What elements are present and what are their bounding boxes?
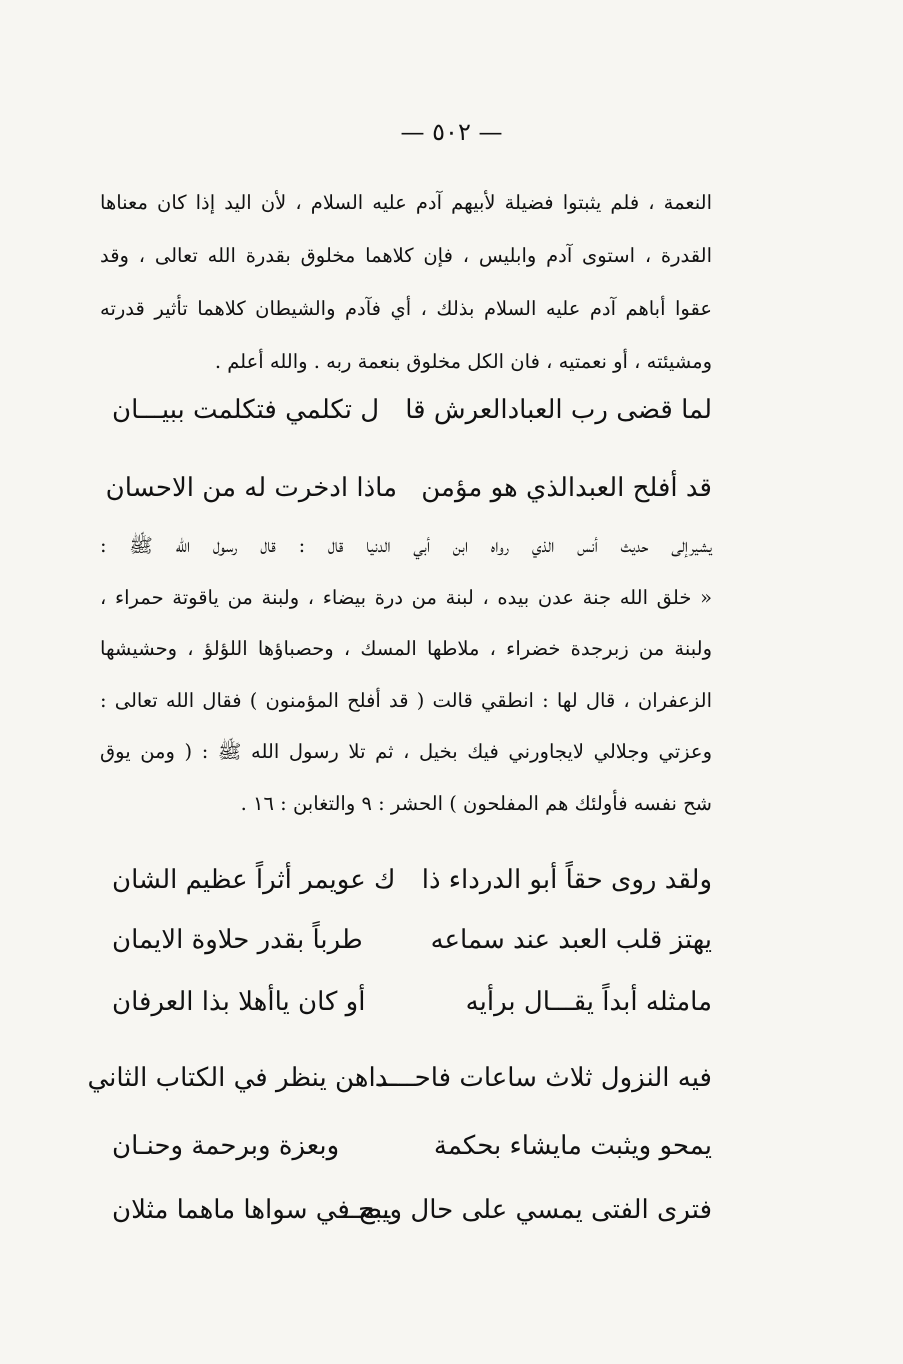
- first-hemistich: يمحو ويثبت مايشاء بحكمة: [433, 1131, 712, 1161]
- first-hemistich: مامثله أبداً يقـــال برأيه: [465, 987, 712, 1017]
- first-hemistich: لما قضى رب العبادالعرش قا: [405, 395, 712, 425]
- verse: [105, 458, 712, 518]
- second-hemistich: ـداهن ينظر في الكتاب الثاني: [87, 1063, 397, 1093]
- page-number: — ٥٠٢ —: [400, 118, 503, 146]
- first-hemistich: فيه النزول ثلاث ساعات فاحـــــ: [376, 1063, 712, 1093]
- second-hemistich: طرباً بقدر حلاوة الايمان: [112, 925, 363, 955]
- verse: [112, 380, 712, 440]
- text-line: عقوا أباهم آدم عليه السلام بذلك ، أي فآدم والشيطان كلاهما تأثير قدرته: [100, 297, 712, 320]
- second-hemistich: ك عويمر أثراً عظيم الشان: [112, 865, 396, 895]
- verse: [112, 1180, 712, 1240]
- second-hemistich: ل تكلمي فتكلمت ببيـــان: [112, 395, 380, 425]
- commentary-paragraph-1: [100, 176, 712, 388]
- first-hemistich: يهتز قلب العبد عند سماعه: [430, 925, 712, 955]
- second-hemistich: ماذا ادخرت له من الاحسان: [105, 473, 397, 503]
- verse: [112, 972, 712, 1032]
- verse: [87, 1048, 712, 1108]
- text-line: ومشيئته ، أو نعمتيه ، فان الكل مخلوق بنعمة ربه . والله أعلم .: [214, 350, 712, 373]
- second-hemistich: وبعزة وبرحمة وحنـان: [112, 1131, 340, 1161]
- first-hemistich: فترى الفتى يمسي على حال ويصـــ: [336, 1195, 712, 1225]
- second-hemistich: أو كان ياأهلا بذا العرفان: [112, 987, 366, 1017]
- text-line: يشيرإلى حديث أنس الذي رواه ابن أبي الدنيا قال : قال رسول الله ﷺ :: [100, 534, 712, 557]
- verse: [112, 910, 712, 970]
- first-hemistich: قد أفلح العبدالذي هو مؤمن: [421, 473, 712, 503]
- commentary-paragraph-2: [100, 520, 712, 829]
- text-line: الزعفران ، قال لها : انطقي قالت ( قد أفلح المؤمنون ) فقال الله تعالى :: [100, 688, 712, 712]
- verse: [112, 1116, 712, 1176]
- first-hemistich: ولقد روى حقاً أبو الدرداء ذا: [421, 865, 712, 895]
- text-line: القدرة ، استوى آدم وابليس ، فإن كلاهما مخلوق بقدرة الله تعالى ، وقد: [100, 244, 712, 267]
- second-hemistich: ـبح في سواها ماهما مثلان: [112, 1195, 391, 1225]
- text-line: وعزتي وجلالي لايجاورني فيك بخيل ، ثم تلا رسول الله ﷺ : ( ومن يوق: [100, 740, 712, 763]
- text-line: شح نفسه فأولئك هم المفلحون ) الحشر : ٩ والتغابن : ١٦ .: [240, 791, 712, 815]
- text-line: « خلق الله جنة عدن بيده ، لبنة من درة بيضاء ، ولبنة من ياقوتة حمراء ،: [100, 585, 712, 609]
- verse: [112, 850, 712, 910]
- text-line: ولبنة من زبرجدة خضراء ، ملاطها المسك ، وحصباؤها اللؤلؤ ، وحشيشها: [100, 637, 712, 660]
- text-line: النعمة ، فلم يثبتوا فضيلة لأبيهم آدم عليه السلام ، لأن اليد إذا كان معناها: [100, 191, 712, 214]
